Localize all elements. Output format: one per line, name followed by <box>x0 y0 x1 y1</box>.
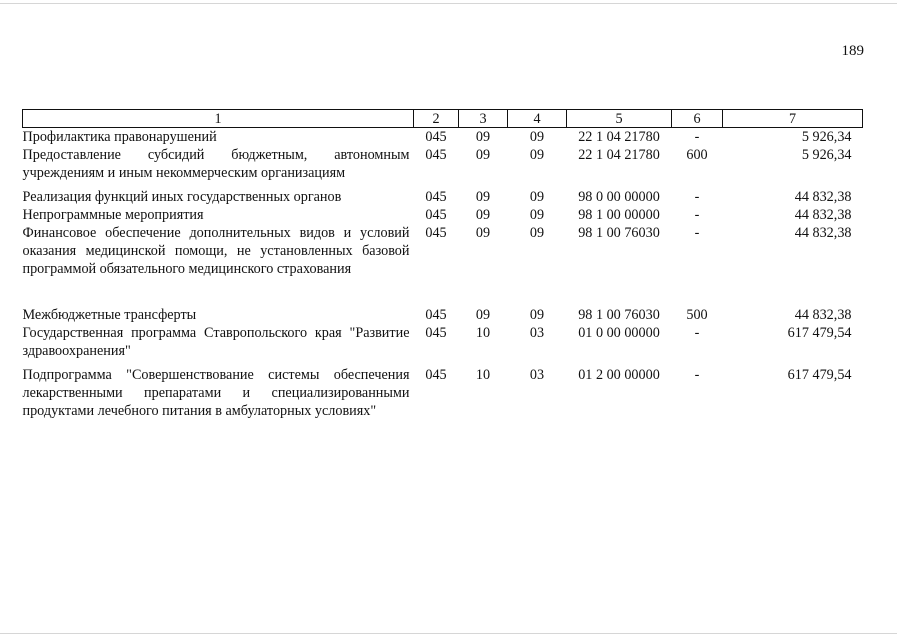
row-code-2: 045 <box>425 147 447 163</box>
row-code-3: 09 <box>475 307 491 323</box>
row-amount: 617 479,54 <box>787 367 852 383</box>
row-code-4: 09 <box>529 147 545 163</box>
page-number: 189 <box>841 43 864 59</box>
table-row <box>23 224 863 306</box>
row-code-3: 09 <box>475 207 491 223</box>
row-code-6: - <box>694 189 700 205</box>
row-code-3: 09 <box>475 129 491 145</box>
row-code-4: 09 <box>529 129 545 145</box>
row-amount: 44 832,38 <box>794 225 852 241</box>
row-code-6: - <box>694 207 700 223</box>
row-name: Профилактика правонарушений <box>22 129 217 145</box>
row-code-6: - <box>694 129 700 145</box>
row-code-3: 10 <box>475 367 491 383</box>
row-code-5: 22 1 04 21780 <box>578 147 660 163</box>
row-code-6: 600 <box>686 147 708 163</box>
budget-table <box>22 109 863 420</box>
row-code-3: 09 <box>475 189 491 205</box>
row-code-6: 500 <box>686 307 708 323</box>
row-name: Подпрограмма "Совершенствование системы обеспечения лекарственными препаратами и специализированными продуктами лечебного питания в амбулаторных условиях" <box>22 367 410 419</box>
row-name: Реализация функций иных государственных органов <box>22 189 342 205</box>
row-code-2: 045 <box>425 207 447 223</box>
row-code-4: 03 <box>529 325 545 341</box>
row-code-5: 98 1 00 76030 <box>578 225 660 241</box>
row-amount: 44 832,38 <box>794 207 852 223</box>
table-row <box>23 128 863 147</box>
row-amount: 44 832,38 <box>794 307 852 323</box>
row-code-2: 045 <box>425 307 447 323</box>
table-row <box>23 146 863 188</box>
row-code-5: 98 0 00 00000 <box>578 189 660 205</box>
row-code-4: 09 <box>529 225 545 241</box>
row-code-5: 98 1 00 76030 <box>578 307 660 323</box>
table-row <box>23 324 863 366</box>
scan-edge-top <box>0 3 897 4</box>
row-amount: 5 926,34 <box>801 147 852 163</box>
header-row <box>23 110 863 128</box>
table-row <box>23 206 863 224</box>
row-code-4: 03 <box>529 367 545 383</box>
header-col-7: 7 <box>723 110 863 128</box>
row-code-5: 22 1 04 21780 <box>578 129 660 145</box>
header-col-6: 6 <box>672 110 723 128</box>
table-header <box>23 110 863 128</box>
row-code-4: 09 <box>529 207 545 223</box>
row-code-2: 045 <box>425 367 447 383</box>
scan-edge-bottom <box>0 633 897 634</box>
header-col-1: 1 <box>23 110 414 128</box>
row-code-3: 09 <box>475 225 491 241</box>
row-code-6: - <box>694 367 700 383</box>
row-code-2: 045 <box>425 225 447 241</box>
header-col-2: 2 <box>414 110 459 128</box>
row-code-6: - <box>694 325 700 341</box>
row-name: Межбюджетные трансферты <box>22 307 197 323</box>
row-code-5: 01 0 00 00000 <box>578 325 660 341</box>
header-col-4: 4 <box>508 110 567 128</box>
header-col-5: 5 <box>567 110 672 128</box>
header-col-3: 3 <box>459 110 508 128</box>
row-amount: 5 926,34 <box>801 129 852 145</box>
row-amount: 617 479,54 <box>787 325 852 341</box>
table-row <box>23 366 863 420</box>
row-name: Финансовое обеспечение дополнительных видов и условий оказания медицинской помощи, не установленных базовой программой обязательного медицинского страхования <box>22 225 410 277</box>
table-row <box>23 188 863 206</box>
row-code-4: 09 <box>529 307 545 323</box>
row-code-5: 98 1 00 00000 <box>578 207 660 223</box>
row-code-6: - <box>694 225 700 241</box>
row-name: Государственная программа Ставропольского края "Развитие здравоохранения" <box>22 325 410 359</box>
row-code-2: 045 <box>425 129 447 145</box>
table-row <box>23 306 863 324</box>
row-name: Непрограммные мероприятия <box>22 207 204 223</box>
row-name: Предоставление субсидий бюджетным, автономным учреждениям и иным некоммерческим организациям <box>22 147 410 181</box>
row-code-4: 09 <box>529 189 545 205</box>
row-code-2: 045 <box>425 189 447 205</box>
row-code-2: 045 <box>425 325 447 341</box>
table-body <box>23 128 863 421</box>
row-code-5: 01 2 00 00000 <box>578 367 660 383</box>
row-amount: 44 832,38 <box>794 189 852 205</box>
row-code-3: 09 <box>475 147 491 163</box>
row-code-3: 10 <box>475 325 491 341</box>
